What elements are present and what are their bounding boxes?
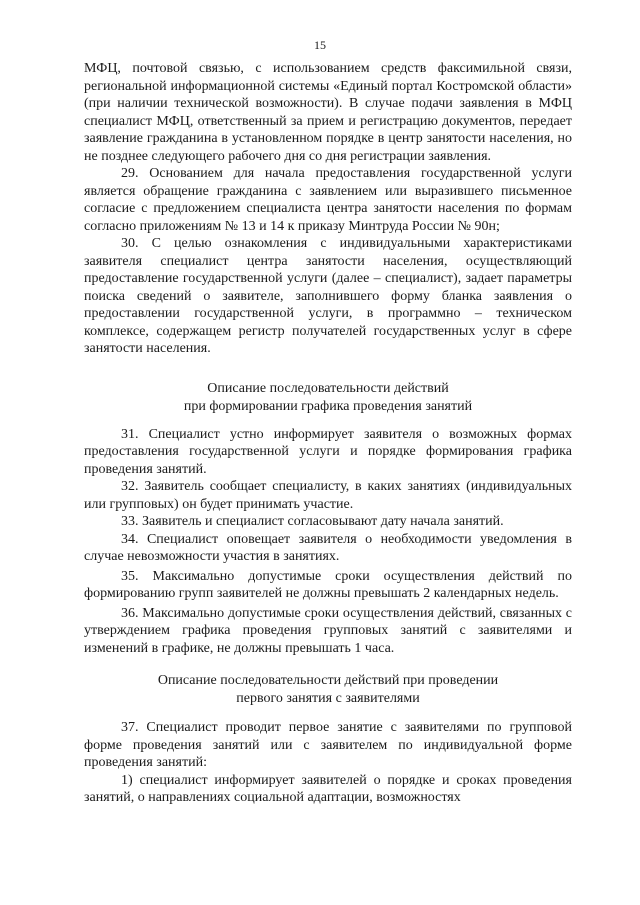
section-heading-line: Описание последовательности действий <box>207 380 449 396</box>
paragraph-37: 37. Специалист проводит первое занятие с заявителями по групповой форме проведения занятий или с заявителем по индивидуальной форме проведения занятий: <box>84 720 572 770</box>
document-body <box>84 60 572 807</box>
paragraph-33: 33. Заявитель и специалист согласовывают дату начала занятий. <box>121 514 504 529</box>
section-heading-first-session <box>84 672 572 708</box>
section-heading-line: при формировании графика проведения занятий <box>183 398 473 414</box>
section-heading-line: первого занятия с заявителями <box>236 691 420 706</box>
page-number: 15 <box>314 38 326 52</box>
paragraph-continuation: МФЦ, почтовой связью, с использованием средств факсимильной связи, региональной информационной системы «Единый портал Костромской области» (при наличии технической возможности). В случае подачи заявления в МФЦ специалист МФЦ, ответственный за прием и регистрацию документов, передает заявление гражданина в установленном порядке в центр занятости населения, но не позднее следующего рабочего дня со дня регистрации заявления. <box>84 61 572 164</box>
paragraph-32: 32. Заявитель сообщает специалисту, в каких занятиях (индивидуальных или групповых) он будет принимать участие. <box>84 479 572 512</box>
paragraph-35: 35. Максимально допустимые сроки осуществления действий по формированию групп заявителей не должны превышать 2 календарных недель. <box>84 568 572 601</box>
paragraph-34: 34. Специалист оповещает заявителя о необходимости уведомления в случае невозможности участия в занятиях. <box>84 531 572 564</box>
paragraph-30: 30. С целью ознакомления с индивидуальными характеристиками заявителя специалист центра занятости населения, осуществляющий предоставление государственной услуги (далее – специалист), задает параметры поиска сведений о заявителе, заполнившего форму бланка заявления о предоставлении государственной услуги, в программно – техническом комплексе, содержащем регистр получателей государственных услуг в сфере занятости населения. <box>84 236 572 356</box>
paragraph-36: 36. Максимально допустимые сроки осуществления действий, связанных с утверждением графика проведения групповых занятий с заявителями и изменений в графике, не должны превышать 1 часа. <box>84 605 572 656</box>
paragraph-37-item-1: 1) специалист информирует заявителей о порядке и сроках проведения занятий, о направлениях социальной адаптации, возможностях <box>84 772 572 805</box>
section-heading-schedule <box>84 380 572 416</box>
paragraph-31: 31. Специалист устно информирует заявителя о возможных формах предоставления государственной услуги и порядке формирования графика проведения занятий. <box>84 426 572 477</box>
section-heading-line: Описание последовательности действий при проведении <box>157 673 499 688</box>
paragraph-29: 29. Основанием для начала предоставления государственной услуги является обращение гражданина с заявлением или выразившего письменное согласие с предложением специалиста центра занятости населения по формам согласно приложениям № 13 и 14 к приказу Минтруда России № 90н; <box>84 166 572 234</box>
